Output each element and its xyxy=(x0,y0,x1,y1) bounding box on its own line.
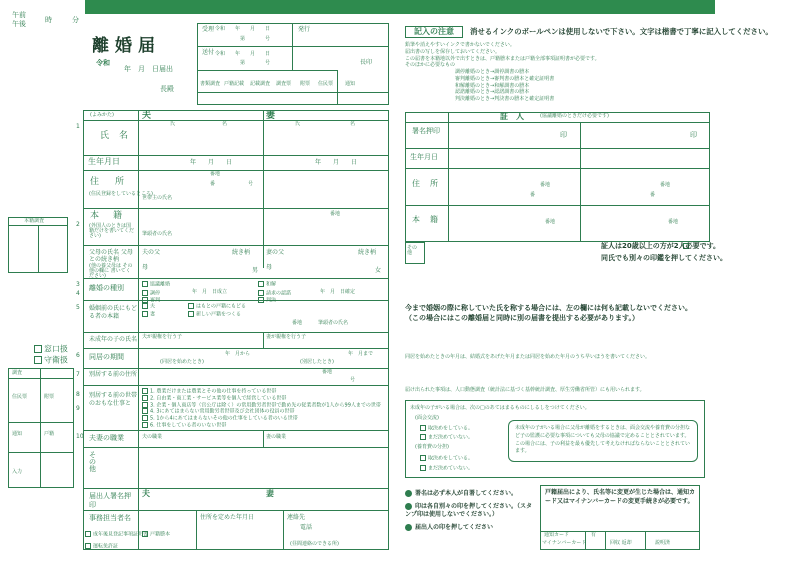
receipt-gozen: 午前 xyxy=(12,11,26,19)
office-jumin: 住民票 xyxy=(318,81,334,87)
label-honseki-note: (外国人のときは国籍だけを書いてください) xyxy=(89,223,135,239)
label-mei-h: 名 xyxy=(222,121,228,127)
shigoto-opt-4[interactable]: 4. 3にあてはまらない常用勤労者世帯及び会社団体の役員の世帯 xyxy=(142,408,386,415)
mynumber-text: 戸籍届出により、氏名等に変更が生じた場合は、通知カード又はマイナンバーカードの変更手続きが必要です。 xyxy=(545,489,696,505)
witness-banchi-2: 番地 xyxy=(660,182,671,188)
sonota-small: その他 xyxy=(407,245,418,256)
zokugara-w: 続き柄 xyxy=(358,249,377,256)
mynumber-col-5: 説明済 xyxy=(655,540,671,546)
witness-honseki: 本籍 xyxy=(412,215,448,224)
children-w: 妻が親権を行う子 xyxy=(266,334,307,340)
witness-in-2: 印 xyxy=(690,131,697,139)
shurui-opt-5[interactable]: 請求の認諾 xyxy=(258,290,291,297)
left-panel-chosa: 調査 xyxy=(12,370,23,376)
bottom-note-1: 署名は必ず本人が自署してください。 xyxy=(405,490,517,497)
label-shi-w: 氏 xyxy=(295,121,301,127)
rownum-5: 5 xyxy=(76,304,80,311)
rownum-8: 8 xyxy=(76,391,80,398)
office-fuhyo: 附票 xyxy=(300,81,311,87)
rownum-2: 2 xyxy=(76,221,80,228)
birth-h: 年 月 日 xyxy=(190,159,233,166)
form-era: 令和 xyxy=(96,59,110,67)
rownum-10: 10 xyxy=(76,433,84,440)
label-parents: 父母の氏名 父母との続き柄 xyxy=(89,249,133,264)
witness-ban-2: 番 xyxy=(650,192,656,198)
witness-subtitle: (協議離婚のときだけ必要です) xyxy=(540,113,609,119)
left-panel-koseki: 戸籍 xyxy=(44,431,55,437)
return-moto[interactable]: はもとの戸籍にもどる xyxy=(188,303,246,310)
form-title: 離婚届 xyxy=(92,36,161,56)
note-period: 同居を始めたときの年月は、結婚式をあげた年月または同居を始めた年月のうち早いほうを書いてください。 xyxy=(405,354,651,360)
shurui-kakutei: 年 月 日確定 xyxy=(320,289,356,295)
betsukyo-go: 号 xyxy=(350,377,356,383)
label-jimu: 事務担当者名 xyxy=(89,514,131,522)
office-chosa: 調査票 xyxy=(276,81,292,87)
left-panel-title: 本籍調査 xyxy=(24,218,45,224)
left-panel-tsuchi: 通知 xyxy=(12,431,23,437)
form-to: 長殿 xyxy=(160,85,174,93)
children-box-title: 未成年の子がいる場合は、次の□のあてはまるものにしるしをつけてください。 xyxy=(410,405,590,411)
address-setai: 世帯主の氏名 xyxy=(142,195,173,201)
birth-w: 年 月 日 xyxy=(315,159,358,166)
shurui-opt-6[interactable]: 判決 xyxy=(258,297,276,304)
left-panel-nyuryoku: 入力 xyxy=(12,469,23,475)
label-shokugyo: 夫妻の職業 xyxy=(89,434,124,442)
period-from: 年 月から xyxy=(225,351,251,357)
mother-h: 母 xyxy=(142,264,149,271)
label-period: 同居の期間 xyxy=(89,353,124,361)
label-honseki: 本籍 xyxy=(90,211,137,221)
witness-note-a-text: 証人は20歳以上の方が2人必要です。 xyxy=(601,242,721,250)
jimu-opt-3[interactable]: 運転免許証 xyxy=(85,543,118,550)
office-tsuchi: 通知 xyxy=(345,81,356,87)
shurui-opt-1[interactable]: 協議離婚 xyxy=(142,281,170,288)
label-birth: 生年月日 xyxy=(88,157,120,166)
left-panel-fuhyo: 附票 xyxy=(44,394,55,400)
office-choin: 長印 xyxy=(360,59,373,66)
office-soufu: 送付 xyxy=(202,49,215,56)
label-address: 住所 xyxy=(90,177,141,187)
form-date: 年 月 日届出 xyxy=(124,65,173,73)
betsukyo-banchi: 番地 xyxy=(322,369,333,375)
mynumber-col-3: 有 xyxy=(591,532,597,538)
bottom-note-2: 印は各自別々の印を押してください。（スタンプ印は使用しないでください。） xyxy=(405,503,533,519)
notes-line-4: そのほかに必要なもの xyxy=(405,62,456,69)
witness-birth: 生年月日 xyxy=(410,153,438,161)
menkai-opt1[interactable]: 取決めをしている。 xyxy=(420,425,473,432)
father-h: 夫の父 xyxy=(142,249,161,256)
children-menkai: (面会交流) xyxy=(415,415,439,421)
label-husband: 夫 xyxy=(142,111,152,121)
label-children: 未成年の子の氏名 xyxy=(89,336,138,343)
menkai-opt2[interactable]: まだ決めていない。 xyxy=(420,434,473,441)
children-h: 夫が親権を行う子 xyxy=(142,334,183,340)
label-return: 婚姻前の氏にもどる者の本籍 xyxy=(89,305,138,320)
notes-headline: 消せるインクのボールペンは使用しないで下さい。文字は楷書で丁寧に記入してください。 xyxy=(470,27,773,36)
witness-title: 証 人 xyxy=(500,112,524,121)
tel: 電話 xyxy=(300,524,313,531)
return-husband[interactable]: 夫 xyxy=(142,303,155,310)
notes-line-7: 和解離婚のとき→和解調書の謄本 xyxy=(455,82,530,89)
note-return-2: （この場合にはこの離婚届と同時に別の届書を提出する必要があります。） xyxy=(405,314,639,322)
shurui-opt-4[interactable]: 和解 xyxy=(258,281,276,288)
rownum-7: 7 xyxy=(76,371,80,378)
shokugyo-h: 夫の職業 xyxy=(142,434,163,440)
office-koseki: 戸籍記載 xyxy=(224,81,245,87)
notes-line-6: 審判離婚のとき→審判書の謄本と確定証明書 xyxy=(455,75,555,82)
notes-line-8: 認諾離婚のとき→認諾調書の謄本 xyxy=(455,89,530,96)
mynumber-col-1: 通知カード xyxy=(544,532,570,538)
shigoto-opt-2[interactable]: 2. 自由業・商工業・サービス業等を個人で経営している世帯 xyxy=(142,395,386,402)
children-body: 未成年の子がいる場合に父母が離婚をするときは、面会交流や養育費の分担など子の監護に必要な事項についても父母の協議で定めることとされています。この場合には、子の利益を最も優先して考えなければならないこととされています。 xyxy=(508,420,698,462)
notes-title: 記入の注意 xyxy=(414,27,454,36)
notes-line-3: この届書を本籍地以外で出すときは、戸籍謄本または戸籍全部事項証明書が必要です。 xyxy=(405,55,600,62)
label-betsukyo: 別居する前の住所 xyxy=(89,371,138,378)
note-census: 届け出られた事項は、人口動態調査（統計法に基づく基幹統計調査、厚生労働省所管）にも用いられます。 xyxy=(405,387,645,393)
receipt-fun: 分 xyxy=(72,16,79,24)
madoguchi-opt[interactable]: 窓口扱 xyxy=(34,345,68,354)
receipt-gogo: 午後 xyxy=(12,20,26,28)
rownum-6: 6 xyxy=(76,352,80,359)
witness-honseki-banchi-1: 番地 xyxy=(545,219,556,225)
label-wife: 妻 xyxy=(266,111,276,121)
renraku: 連絡先 xyxy=(287,514,306,521)
shurui-seiritsu: 年 月 日成立 xyxy=(192,289,228,295)
office-no-1: 第 号 xyxy=(240,36,271,42)
office-date-2: 令和 年 月 日 xyxy=(215,51,271,57)
receipt-ji: 時 xyxy=(45,16,52,24)
rownum-1: 1 xyxy=(76,123,80,130)
yoiku-opt2[interactable]: まだ決めていない。 xyxy=(420,465,473,472)
witness-banchi-1: 番地 xyxy=(540,182,551,188)
witness-address: 住所 xyxy=(412,179,448,188)
return-banchi: 番地 xyxy=(292,320,303,326)
father-w: 妻の父 xyxy=(266,249,285,256)
notes-line-2: 届出書の写しを保存しておいてください。 xyxy=(405,48,501,55)
label-shi-h: 氏 xyxy=(170,121,176,127)
todokeide-wife: 妻 xyxy=(266,489,274,498)
return-hitto: 筆頭者の氏名 xyxy=(318,320,349,326)
rownum-3: 3 xyxy=(76,281,80,288)
label-address-note: (住民登録をしているところ) xyxy=(89,191,153,197)
period-note-b: (別居したとき) xyxy=(300,359,334,365)
witness-ban-1: 番 xyxy=(530,192,536,198)
todokeide-husband: 夫 xyxy=(142,489,150,498)
shigoto-options xyxy=(142,388,386,429)
shigoto-opt-6[interactable]: 6. 仕事をしている者のいない世帯 xyxy=(142,422,386,429)
nyo-w: 女 xyxy=(375,267,382,274)
shokugyo-w: 妻の職業 xyxy=(266,434,287,440)
mynumber-col-2: マイナンバーカード xyxy=(542,540,587,546)
notes-title-box xyxy=(405,26,463,38)
shurui-opt-2[interactable]: 調停 xyxy=(142,290,160,297)
label-parents-note: (他の養父母は その他の欄に 書いてください) xyxy=(89,263,133,279)
shigoto-opt-1[interactable]: 1. 農業だけまたは農業とその他の仕事を持っている世帯 xyxy=(142,388,386,395)
shuei-opt[interactable]: 守衛扱 xyxy=(34,356,68,365)
office-kisai: 記載調査 xyxy=(250,81,271,87)
left-panel-jumin: 住民票 xyxy=(12,394,28,400)
mynumber-col-4: 回収 返却 xyxy=(610,540,632,546)
label-reading: (よみかた) xyxy=(90,112,114,118)
zokugara-h: 続き柄 xyxy=(232,249,251,256)
witness-shomei: 署名押印 xyxy=(412,127,440,135)
witness-in-1: 印 xyxy=(560,131,567,139)
label-todokeide: 届出人署名押印 xyxy=(89,492,131,510)
notes-line-5: 調停離婚のとき→調停調書の謄本 xyxy=(455,69,530,75)
office-juri: 受理 xyxy=(202,26,215,33)
label-shigoto: 別居する前の世帯のおもな仕事と xyxy=(89,392,138,407)
jimu-opt-1[interactable]: 成年後見登記事項証明書 xyxy=(85,531,148,538)
label-shurui: 離婚の種別 xyxy=(89,284,124,292)
office-hakko: 発行 xyxy=(298,26,311,33)
notes-line-1: 鉛筆や消えやすいインクで書かないでください。 xyxy=(405,42,515,48)
mother-w: 母 xyxy=(266,264,273,271)
header-band xyxy=(85,0,715,14)
bottom-note-3: 届出人の印を押してください xyxy=(405,524,493,531)
office-shorui: 書類調査 xyxy=(200,81,221,87)
period-note-a: (同居を始めたとき) xyxy=(160,359,204,365)
witness-box xyxy=(405,112,710,242)
rownum-9: 9 xyxy=(76,405,80,412)
return-wife[interactable]: 妻 xyxy=(142,311,155,318)
shigoto-opt-5[interactable]: 5. 1から4にあてはまらないその他の仕事をしている者のいる世帯 xyxy=(142,415,386,422)
label-sonota: その他 xyxy=(89,451,96,473)
nan-h: 男 xyxy=(252,267,259,274)
shurui-opt-3[interactable]: 審判 xyxy=(142,297,160,304)
children-yoiku: (養育費の分担) xyxy=(415,444,449,450)
main-form xyxy=(83,110,389,550)
address-go: 号 xyxy=(248,181,254,187)
notes-lines xyxy=(405,42,705,103)
ban-date: 住所を定めた年月日 xyxy=(200,514,255,521)
address-ban: 番 xyxy=(210,181,216,187)
note-return: 今まで婚姻の際に称していた氏を称する場合には、左の欄には何も記載しないでください。 xyxy=(405,304,692,312)
return-new[interactable]: 新しい戸籍をつくる xyxy=(188,311,241,318)
keitai: (昼間連絡のできる所) xyxy=(290,541,339,547)
office-date-1: 令和 年 月 日 xyxy=(215,26,271,32)
witness-honseki-banchi-2: 番地 xyxy=(668,219,679,225)
yoiku-opt1[interactable]: 取決めをしている。 xyxy=(420,455,473,462)
rownum-4: 4 xyxy=(76,290,80,297)
witness-note-b-text: 同氏でも別々の印鑑を押してください。 xyxy=(601,254,727,262)
honseki-hitto: 筆頭者の氏名 xyxy=(142,231,173,237)
notes-line-9: 判決離婚のとき→判決書の謄本と確定証明書 xyxy=(455,96,555,102)
office-no-2: 第 号 xyxy=(240,60,271,66)
jimu-opt-2[interactable]: 戸籍謄本 xyxy=(142,531,170,538)
period-to: 年 月まで xyxy=(348,351,374,357)
honseki-banchi: 番地 xyxy=(330,211,341,217)
label-name: 氏名 xyxy=(100,131,139,141)
shigoto-opt-3[interactable]: 3. 企業・個人商店等（官公庁は除く）の常用勤労者世帯で勤め先の従業者数が1人から99人までの世帯 xyxy=(142,402,386,409)
address-banchi: 番地 xyxy=(210,171,221,177)
label-mei-w: 名 xyxy=(350,121,356,127)
